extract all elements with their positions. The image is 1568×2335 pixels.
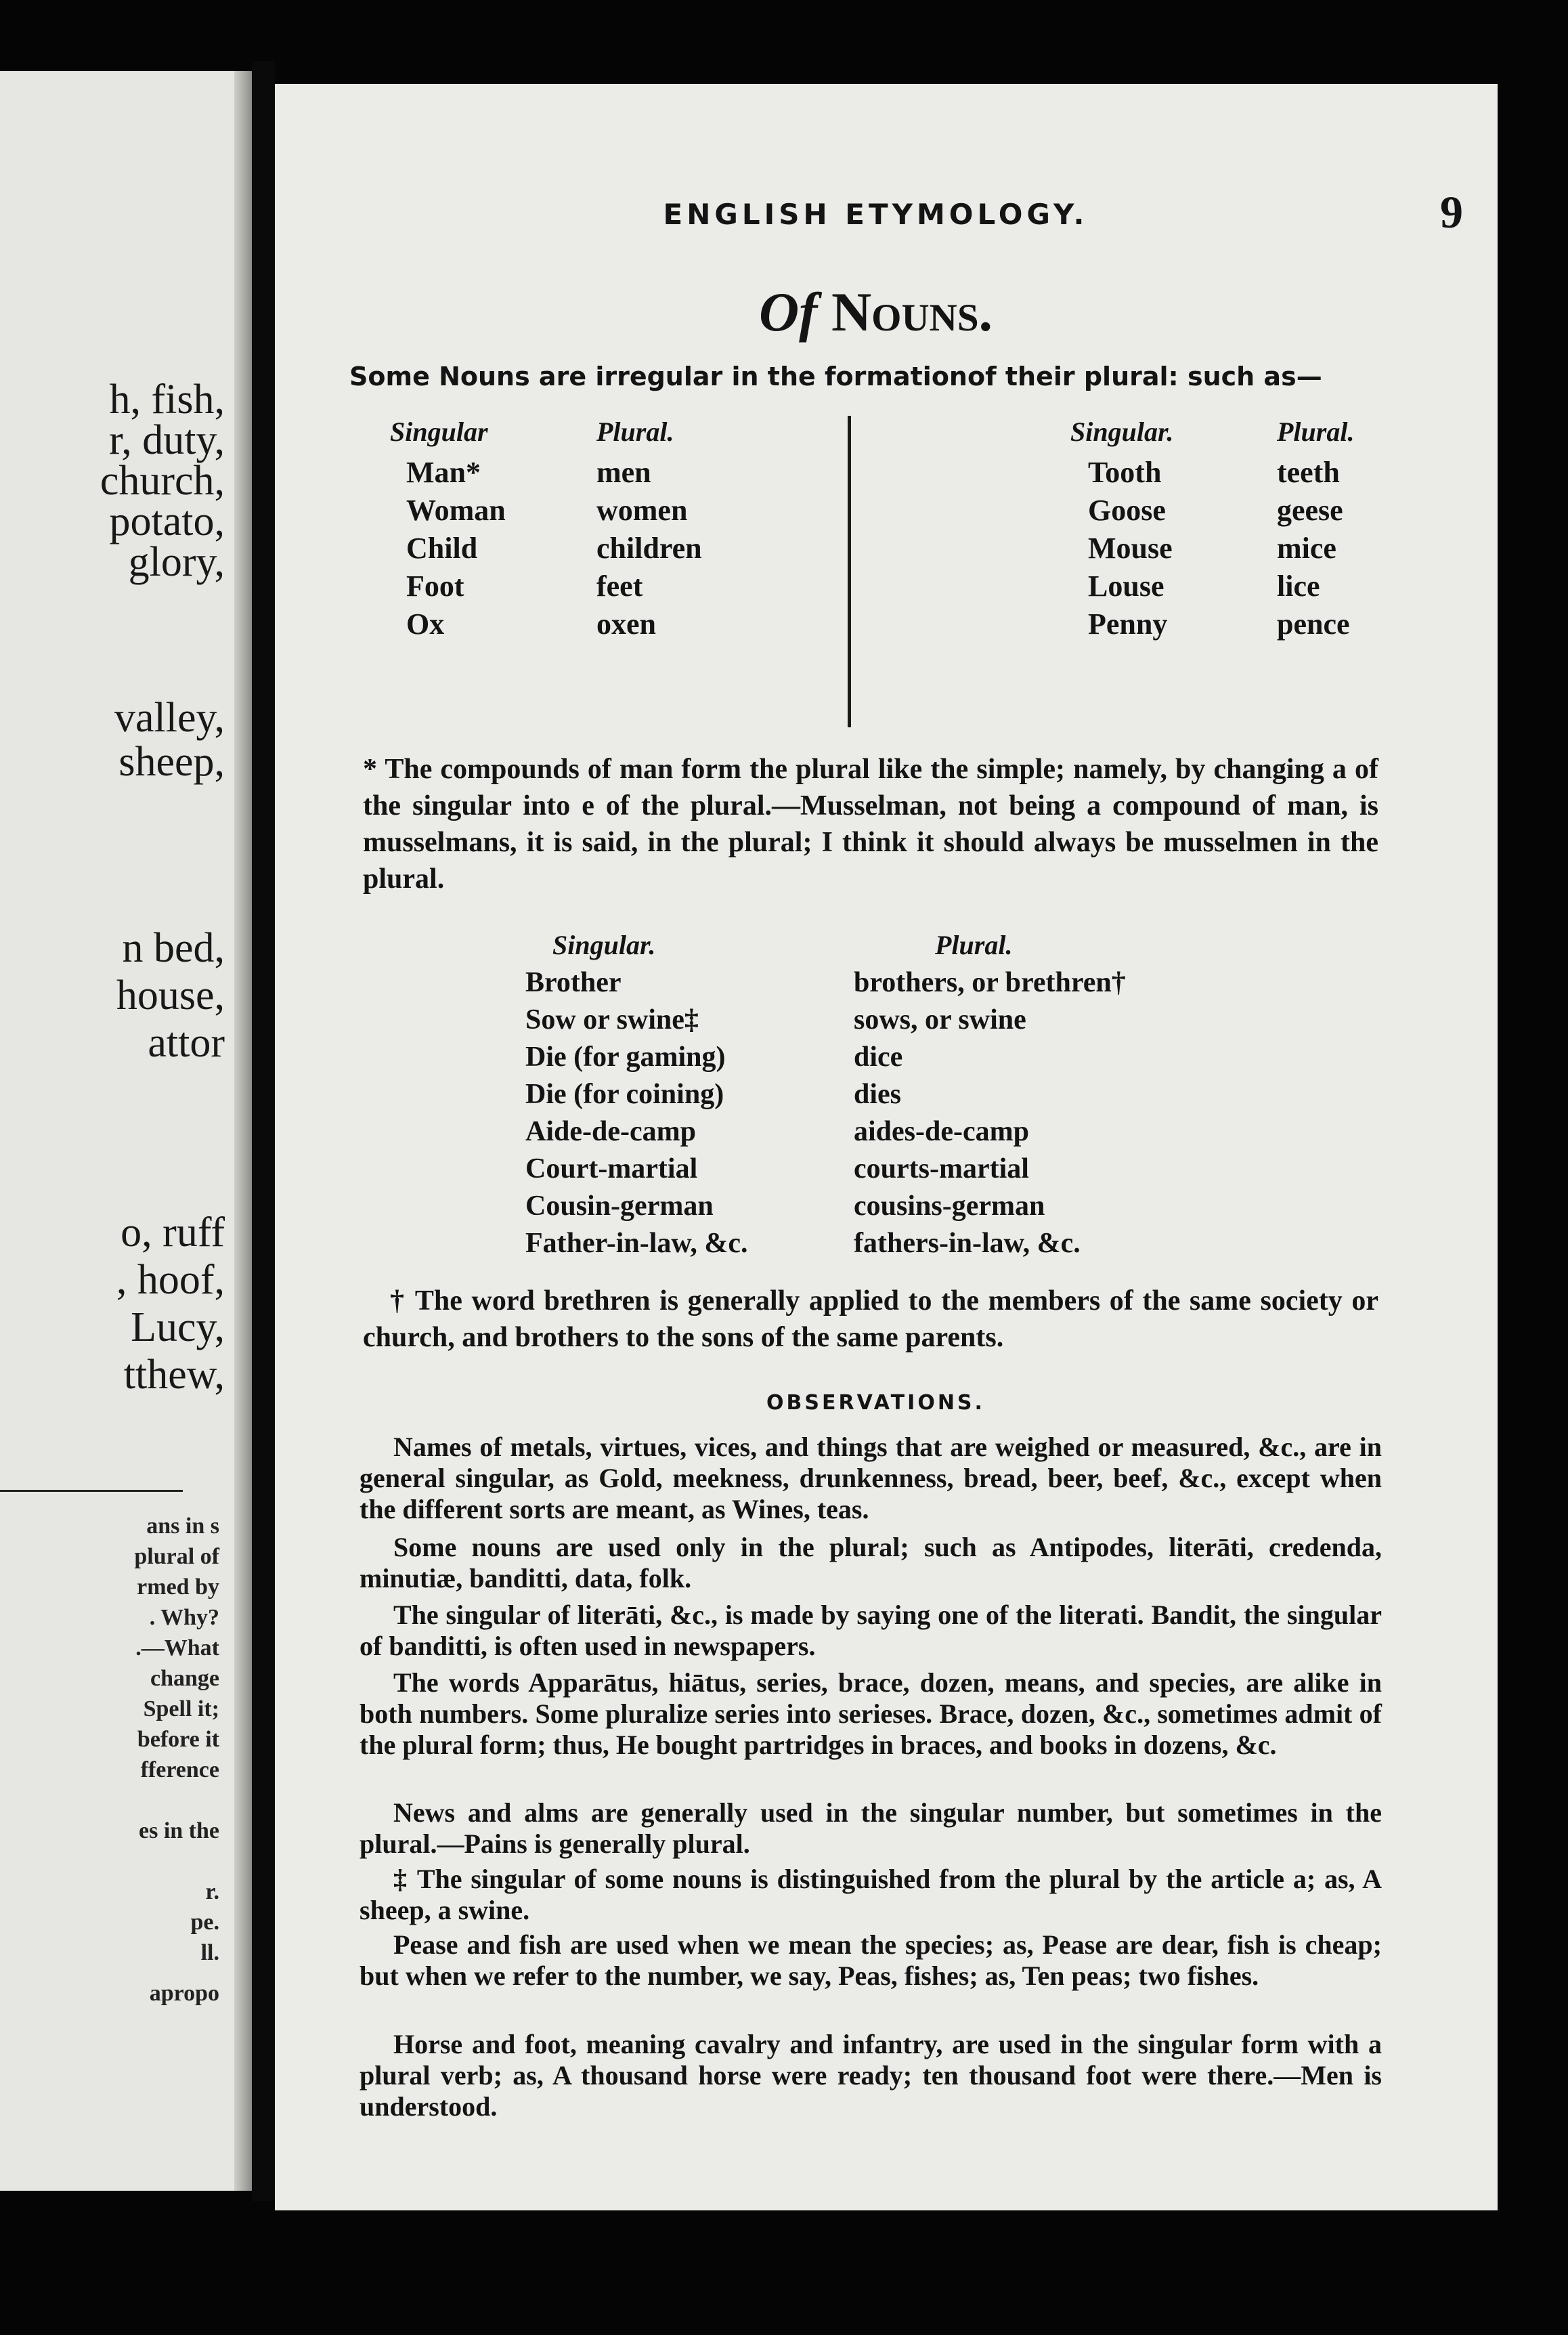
table-cell: Woman (406, 494, 506, 527)
table-cell: Aide-de-camp (525, 1116, 696, 1147)
table-cell: men (596, 456, 651, 489)
column-header: Singular. (1070, 416, 1174, 447)
left-word: n bed, (122, 925, 225, 971)
table-cell: cousins-german (854, 1191, 1045, 1222)
observation-paragraph: The words Apparātus, hiātus, series, brace, dozen, means, and species, are alike in both numbers. Some pluralize series into serieses. Brace, dozen, &c., sometimes admit of the plural form; thus, He bought partridges in braces, and books in dozens, &c. (360, 1667, 1382, 1760)
page-number: 9 (1440, 186, 1463, 238)
column-header: Singular (390, 416, 488, 447)
intro-line: Some Nouns are irregular in the formationof their plural: such as— (349, 362, 1322, 391)
table-cell: feet (596, 570, 643, 603)
table-cell: geese (1277, 494, 1343, 527)
table-cell: Penny (1088, 607, 1168, 641)
irr-right-plural-column (1277, 416, 1354, 643)
table-cell: Die (for coining) (525, 1079, 724, 1110)
left-line: change (150, 1666, 219, 1691)
left-line: fference (140, 1757, 219, 1782)
irr-left-singular-column (390, 416, 506, 643)
title-main: Nouns. (831, 281, 993, 343)
observation-paragraph: Pease and fish are used when we mean the species; as, Pease are dear, fish is cheap; but when we refer to the number, we say, Peas, fishes; as, Ten peas; two fishes. (360, 1929, 1382, 1991)
observation-paragraph: ‡ The singular of some nouns is distinguished from the plural by the article a; as, A sheep, a swine. (360, 1864, 1382, 1925)
left-word: glory, (128, 539, 225, 585)
irr-right-singular-column (1070, 416, 1173, 643)
table-cell: children (596, 532, 702, 565)
left-line: before it (137, 1727, 219, 1752)
table-cell: Man* (406, 456, 481, 489)
left-line: es in the (139, 1818, 219, 1843)
left-word: r, duty, (109, 417, 225, 463)
left-line: rmed by (137, 1574, 219, 1600)
left-line: . Why? (149, 1605, 219, 1630)
table-cell: lice (1277, 570, 1320, 603)
section-title (390, 280, 1362, 344)
table-cell: Die (for gaming) (525, 1042, 726, 1073)
left-word: Lucy, (131, 1304, 225, 1350)
table-cell: women (596, 494, 688, 527)
column-header: Plural. (596, 416, 674, 447)
footnote-brethren: † The word brethren is generally applied to the members of the same society or church, and brothers to the sons of the same parents. (363, 1285, 1378, 1353)
table-cell: Court-martial (525, 1153, 698, 1184)
table-cell: aides-de-camp (854, 1116, 1029, 1147)
left-word: valley, (114, 695, 225, 741)
table-cell: Louse (1088, 570, 1164, 603)
table-cell: courts-martial (854, 1153, 1029, 1184)
table-cell: Brother (525, 967, 622, 998)
left-line: Spell it; (143, 1696, 219, 1721)
table-cell: brothers, or brethren† (854, 967, 1126, 998)
left-word: h, fish, (109, 377, 225, 423)
left-word: sheep, (118, 739, 225, 785)
left-word: house, (116, 972, 225, 1019)
left-rule (0, 1490, 183, 1492)
running-head: ENGLISH ETYMOLOGY. (663, 198, 1089, 231)
left-word: attor (148, 1020, 225, 1066)
table-cell: sows, or swine (854, 1004, 1026, 1035)
table-cell: pence (1277, 607, 1350, 641)
observation-paragraph: The singular of literāti, &c., is made by saying one of the literati. Bandit, the singular of banditti, is often used in newspapers. (360, 1600, 1382, 1661)
column-header: Plural. (935, 930, 1013, 960)
irr-left-plural-column (596, 416, 702, 643)
observations-heading: OBSERVATIONS. (766, 1391, 985, 1415)
left-line: ans in s (146, 1514, 219, 1539)
book-page (275, 84, 1498, 2210)
observation-paragraph: Names of metals, virtues, vices, and things that are weighed or measured, &c., are in general singular, as Gold, meekness, drunkenness, bread, beer, beef, &c., except when the different sorts are meant, as Wines, teas. (360, 1432, 1382, 1524)
table-cell: Ox (406, 607, 445, 641)
column-header: Singular. (552, 930, 656, 960)
footnote-man: * The compounds of man form the plural like the simple; namely, by changing a of the singular into e of the plural.—Musselman, not being a compound of man, is musselmans, it is said, in the plural; I think it should always be musselmen in the plural. (363, 754, 1378, 895)
title-of: Of (758, 281, 818, 343)
left-page-fragment (0, 71, 252, 2191)
table-cell: Goose (1088, 494, 1166, 527)
left-word: church, (100, 458, 225, 504)
table-cell: mice (1277, 532, 1336, 565)
observation-paragraph: Some nouns are used only in the plural; such as Antipodes, literāti, credenda, minutiæ, banditti, data, folk. (360, 1532, 1382, 1593)
left-line: ll. (200, 1940, 219, 1965)
observation-paragraph: News and alms are generally used in the singular number, but sometimes in the plural.—Pains is generally plural. (360, 1797, 1382, 1859)
table-cell: Child (406, 532, 478, 565)
left-word: , hoof, (116, 1257, 225, 1303)
observation-paragraph: Horse and foot, meaning cavalry and infantry, are used in the singular form with a plural verb; as, A thousand horse were ready; ten thousand foot were there.—Men is understood. (360, 2029, 1382, 2122)
table-cell: oxen (596, 607, 656, 641)
t2-singular-column (525, 929, 748, 1262)
table-cell: Cousin-german (525, 1191, 714, 1222)
left-line: pe. (190, 1910, 219, 1935)
table-cell: Mouse (1088, 532, 1173, 565)
column-header: Plural. (1277, 416, 1355, 447)
table-cell: Foot (406, 570, 464, 603)
table-cell: Sow or swine‡ (525, 1004, 699, 1035)
t2-plural-column (854, 929, 1126, 1262)
table-cell: fathers-in-law, &c. (854, 1228, 1081, 1259)
book-spine (252, 61, 275, 2201)
left-line: apropo (149, 1981, 219, 2006)
table-cell: dies (854, 1079, 902, 1110)
table-cell: dice (854, 1042, 903, 1073)
table-cell: teeth (1277, 456, 1340, 489)
table-cell: Father-in-law, &c. (525, 1228, 748, 1259)
left-word: tthew, (123, 1352, 225, 1398)
left-word: potato, (109, 498, 225, 544)
irregular-plurals-table (390, 416, 1362, 727)
left-line: .—What (135, 1635, 219, 1661)
table-divider (848, 416, 851, 727)
table-cell: Tooth (1088, 456, 1162, 489)
left-line: plural of (134, 1544, 219, 1569)
left-word: o, ruff (121, 1209, 225, 1256)
left-line: r. (205, 1879, 219, 1904)
page-gutter-shadow (234, 71, 252, 2191)
